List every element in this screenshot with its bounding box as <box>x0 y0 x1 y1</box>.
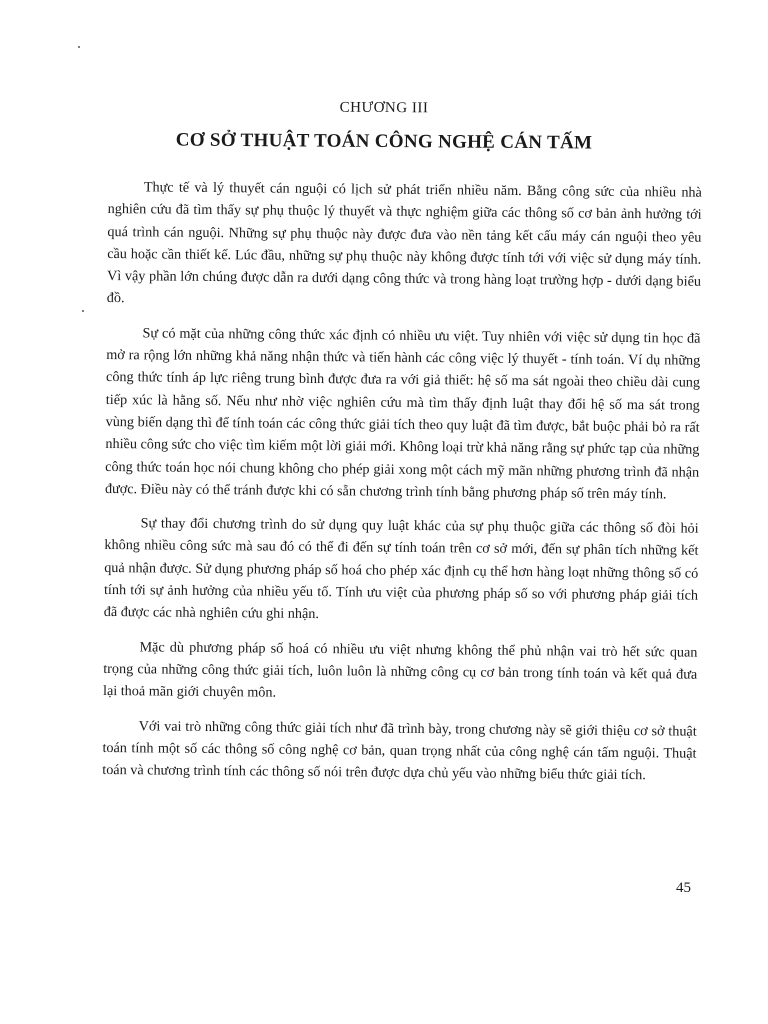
paragraph-5: Với vai trò những công thức giải tích như đã trình bày, trong chương này sẽ giới thiệu cơ sở thuật toán tính một số các thông số công nghệ cơ bản, quan trọng nhất của công nghệ cán tấm nguội. Thuật toán và chương trình tính các thông số nói trên được dựa chủ yếu vào những biểu thức giải tích. <box>102 717 697 784</box>
paragraph-2: Sự có mặt của những công thức xác định có nhiều ưu việt. Tuy nhiên với việc sử dụng tin học đã mở ra rộng lớn những khả năng nhận thức và tiến hành các công việc lý thuyết - tính toán. Ví dụ những công thức tính áp lực riêng trung bình được đưa ra với giả thiết: hệ số ma sát ngoài theo chiều dài cung tiếp xúc là hằng số. Nếu như nhờ việc nghiên cứu mà tìm thấy định luật thay đổi hệ số ma sát trong vùng biến dạng thì để tính toán các công thức giải tích theo quy luật đã tìm được, bắt buộc phải bỏ ra rất nhiều công sức cho việc tìm kiếm một lời giải mới. Không loại trừ khả năng rằng sự phức tạp của những công thức toán học nói chung không cho phép giải xong một cách mỹ mãn những phương trình đã nhận được. Điều này có thể tránh được khi có sẵn chương trình tính bằng phương pháp số trên máy tính. <box>104 325 701 503</box>
body-text <box>102 176 702 799</box>
chapter-title: CƠ SỞ THUẬT TOÁN CÔNG NGHỆ CÁN TẤM <box>175 129 593 154</box>
scan-speck <box>82 310 84 312</box>
chapter-label: CHƯƠNG III <box>339 99 429 117</box>
page-number: 45 <box>676 880 691 896</box>
paragraph-4: Mặc dù phương pháp số hoá có nhiều ưu việt nhưng không thể phủ nhận vai trò hết sức quan trọng của những công thức giải tích, luôn luôn là những công cụ cơ bản trong tính toán và kết quả đưa lại thoả mãn giới chuyên môn. <box>102 638 698 701</box>
scan-speck <box>78 46 80 48</box>
paragraph-3: Sự thay đổi chương trình do sử dụng quy luật khác của sự phụ thuộc giữa các thông số đòi hỏi không nhiều công sức mà sau đó có thể đi đến sự tính toán trên cơ sở mới, đến sự phân tích những kết quả nhận được. Sử dụng phương pháp số hoá cho phép xác định cụ thể hơn hàng loạt những thông số có tính tới sự ảnh hưởng của nhiều yếu tố. Tính ưu việt của phương pháp số so với phương pháp giải tích đã được các nhà nghiên cứu ghi nhận. <box>103 515 699 623</box>
paragraph-1: Thực tế và lý thuyết cán nguội có lịch sử phát triển nhiều năm. Bằng công sức của nhiều nhà nghiên cứu đã tìm thấy sự phụ thuộc lý thuyết và thực nghiệm giữa các thông số cơ bản ảnh hưởng tới quá trình cán nguội. Những sự phụ thuộc này được đưa vào nền tảng kết cấu máy cán nguội theo yêu cầu hoặc cần thiết kế. Lúc đầu, những sự phụ thuộc này không được tính tới với việc sử dụng máy tính. Vì vậy phần lớn chúng được dẫn ra dưới dạng công thức và trong hàng loạt trường hợp - dưới dạng biểu đồ. <box>106 179 702 307</box>
